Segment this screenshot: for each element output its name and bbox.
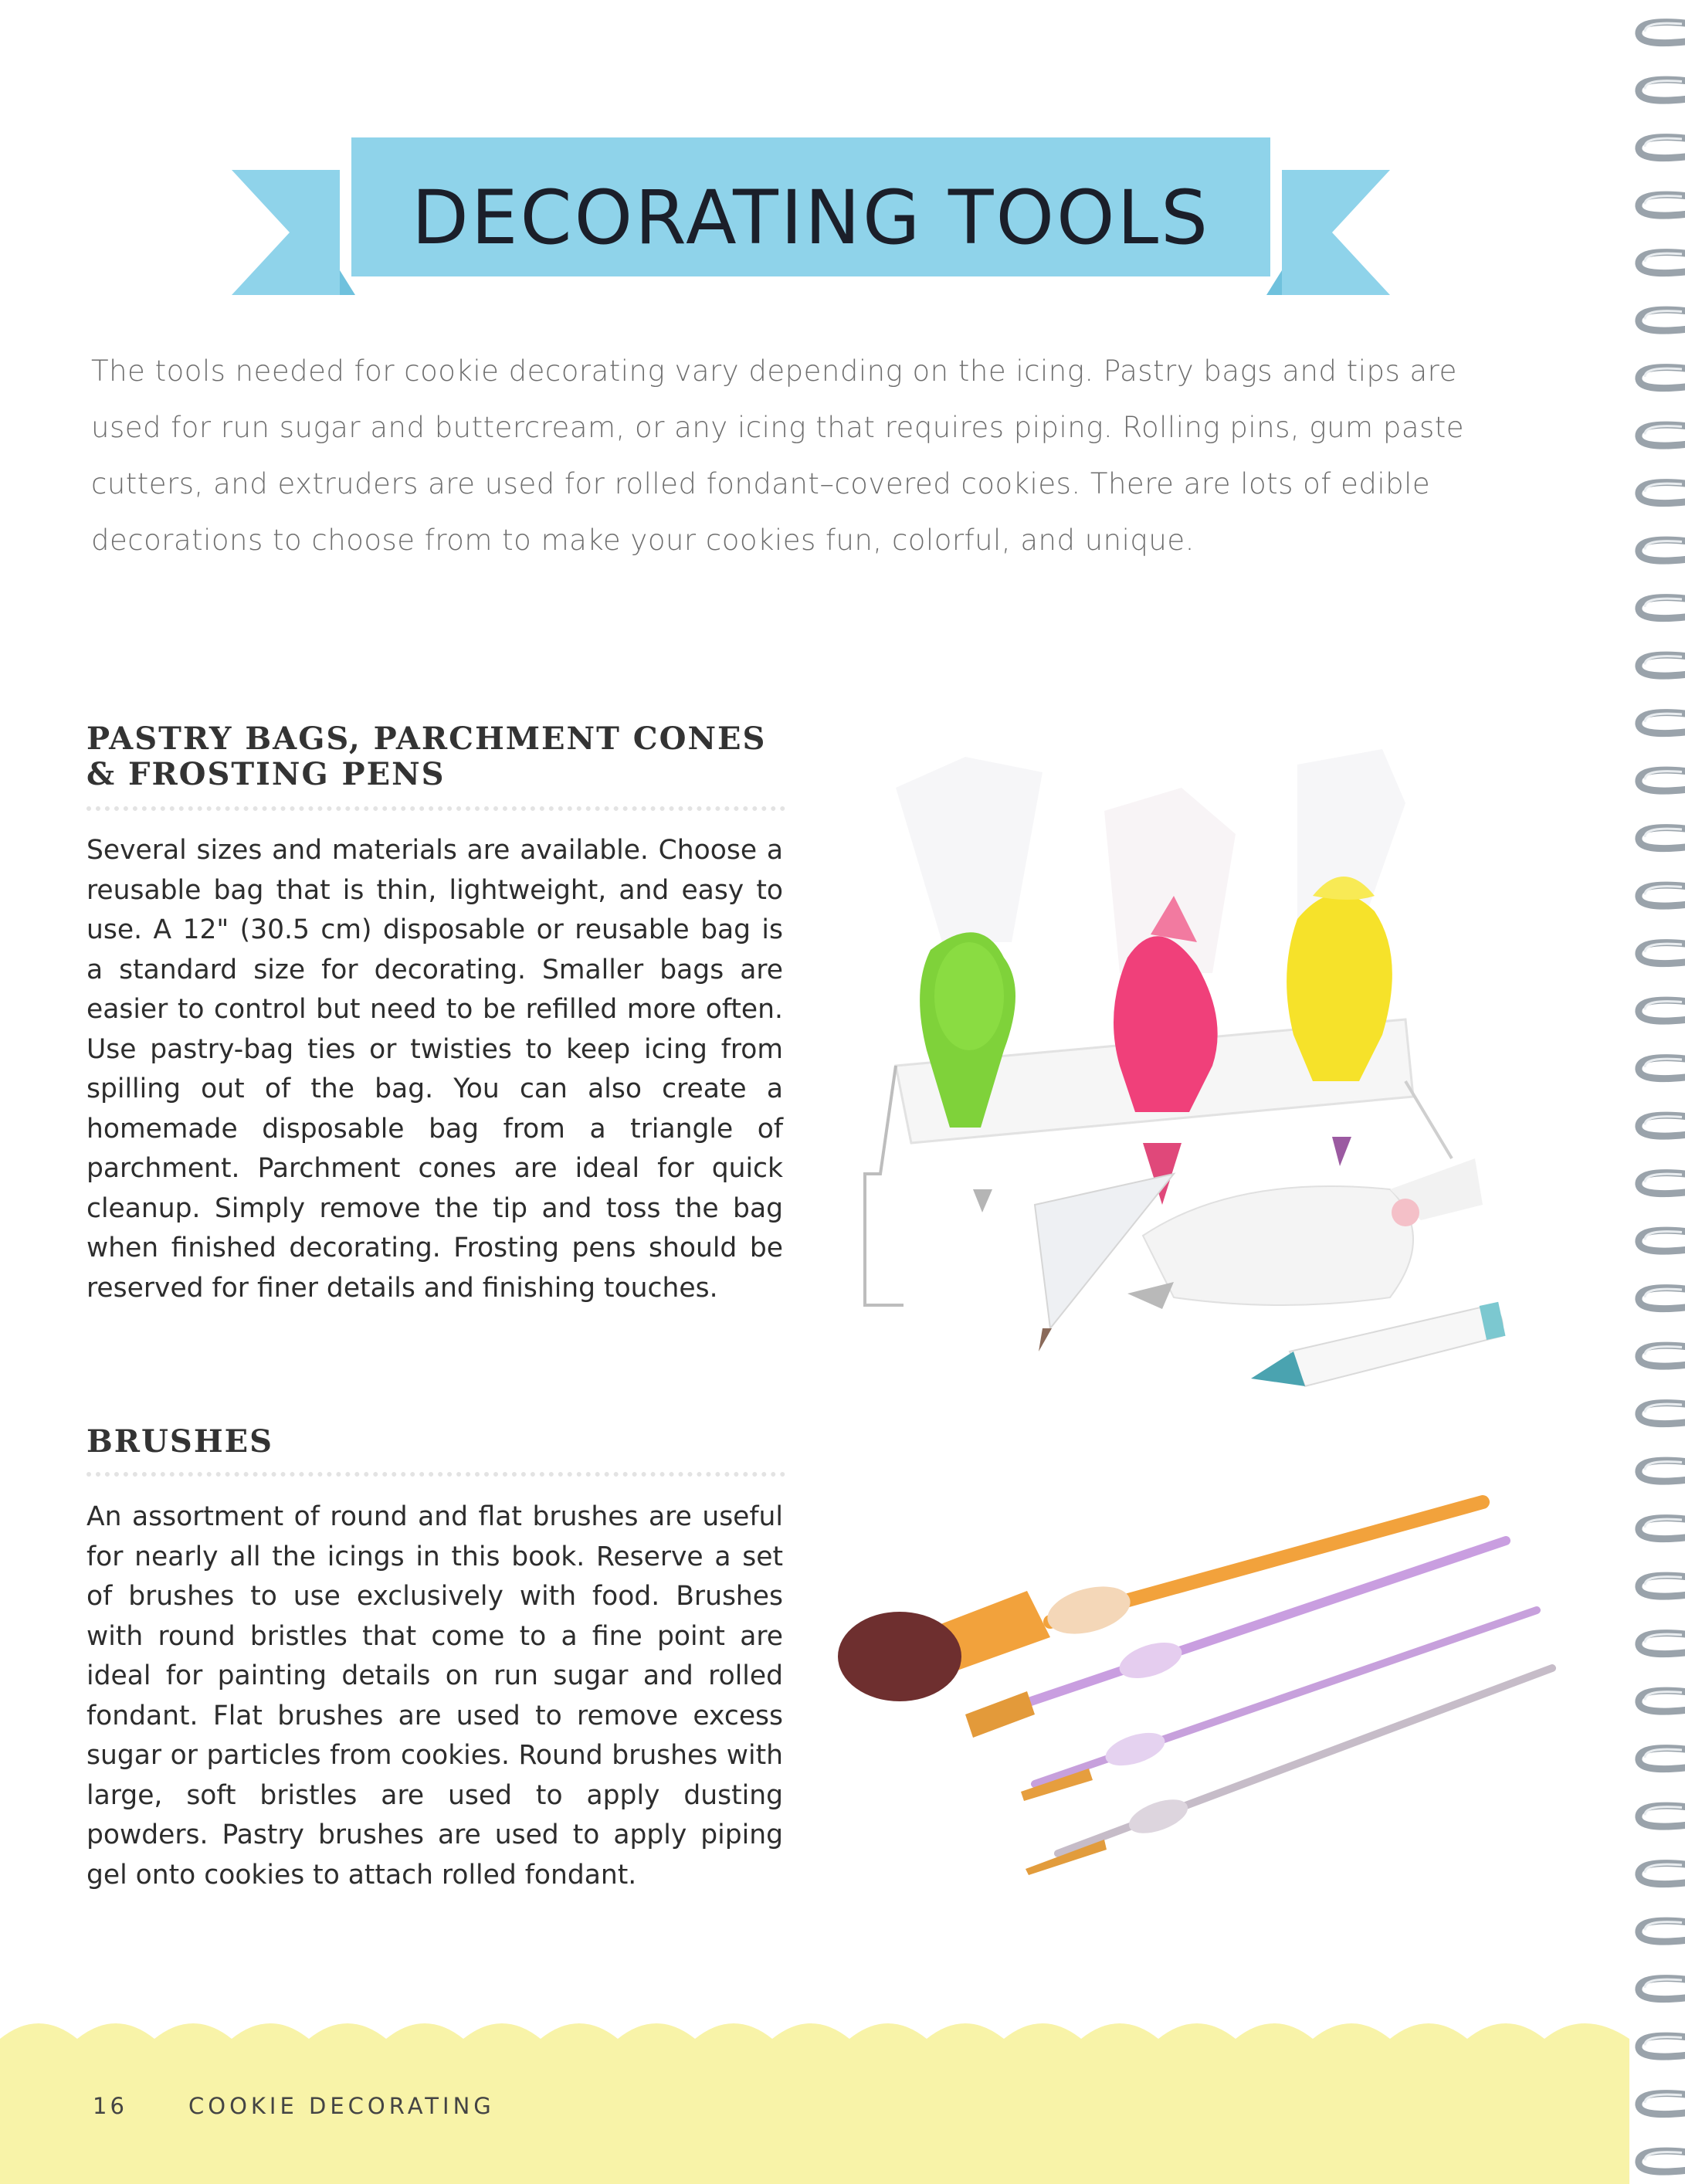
spiral-binding (1622, 0, 1685, 2184)
section-divider (86, 1472, 785, 1477)
spiral-coil (1639, 1748, 1685, 1769)
spiral-coil (1639, 1058, 1685, 1079)
spiral-coil (1639, 1518, 1685, 1539)
spiral-coil (1639, 22, 1685, 43)
spiral-coil (1639, 1230, 1685, 1251)
section-heading-line1: PASTRY BAGS, PARCHMENT CONES (86, 721, 767, 757)
spiral-coil (1639, 310, 1685, 331)
spiral-coil (1639, 425, 1685, 446)
spiral-coil (1639, 1288, 1685, 1309)
section-body-brushes: An assortment of round and flat brushes are useful for nearly all the icings in this book. Reserve a set of brushes to use exclusively with food. Brushes with round bristles that come to a fine point are ideal for painting details on run sugar and rolled fondant. Flat brushes are used to remove excess sugar or particles from cookies. Round brushes with large, soft bristles are used to apply dusting powders. Pastry brushes are used to apply piping gel onto cookies to attach rolled fondant. (86, 1501, 783, 1891)
brushes-photo (826, 1483, 1568, 1884)
spiral-coil (1639, 1575, 1685, 1596)
spiral-coil (1639, 770, 1685, 791)
spiral-coil (1639, 1460, 1685, 1481)
section-body-pastry-bags: Several sizes and materials are available. Choose a reusable bag that is thin, lightweight, and easy to use. A 12" (30.5 cm) disposable or reusable bag is a standard size for decorating. Smaller bags are easier to control but need to be refilled more often. Use pastry-bag ties or twisties to keep icing from spilling out of the bag. You can also create a homemade disposable bag from a triangle of parchment. Parchment cones are ideal for quick cleanup. Simply remove the tip and toss the bag when finished decorating. Frosting pens should be reserved for finer details and finishing touches. (86, 835, 783, 1304)
spiral-coil (1639, 80, 1685, 100)
spiral-coil (1639, 1345, 1685, 1366)
spiral-coil (1639, 943, 1685, 964)
spiral-coil (1639, 1979, 1685, 1999)
spiral-coil (1639, 2036, 1685, 2057)
spiral-coil (1639, 1000, 1685, 1021)
spiral-coil (1639, 1864, 1685, 1884)
section-divider (86, 806, 785, 811)
spiral-coil (1639, 368, 1685, 388)
spiral-coil (1639, 655, 1685, 676)
intro-paragraph: The tools needed for cookie decorating vary depending on the icing. Pastry bags and tips are used for run sugar and buttercream, or any icing that requires piping. Rolling pins, gum paste cutters, and extruders are used for rolled fondant–covered cookies. There are lots of edible decorations to choose from to make your cookies fun, colorful, and unique. (91, 354, 1465, 557)
section-heading-pastry-bags (86, 721, 781, 792)
spiral-coil (1639, 1691, 1685, 1711)
title-banner (232, 131, 1390, 309)
spiral-coil (1639, 713, 1685, 734)
spiral-coil (1639, 483, 1685, 504)
spiral-coil (1639, 598, 1685, 619)
spiral-coil (1639, 540, 1685, 561)
page-number: 16 (93, 2093, 127, 2119)
running-title: COOKIE DECORATING (188, 2093, 495, 2119)
spiral-coil (1639, 137, 1685, 158)
spiral-coil (1639, 885, 1685, 906)
spiral-coil (1639, 2151, 1685, 2172)
page-title: DECORATING TOOLS (411, 175, 1211, 261)
spiral-coil (1639, 1921, 1685, 1942)
pastry-bags-photo (849, 741, 1529, 1413)
spiral-coil (1639, 1403, 1685, 1424)
spiral-coil (1639, 2094, 1685, 2114)
spiral-coil (1639, 1633, 1685, 1654)
spiral-coil (1639, 253, 1685, 273)
section-heading-line2: & FROSTING PENS (86, 756, 446, 792)
spiral-coil (1639, 1173, 1685, 1194)
section-heading-brushes: BRUSHES (86, 1423, 273, 1460)
spiral-coil (1639, 828, 1685, 849)
spiral-coil (1639, 195, 1685, 215)
spiral-coil (1639, 1115, 1685, 1136)
spiral-coil (1639, 1806, 1685, 1826)
